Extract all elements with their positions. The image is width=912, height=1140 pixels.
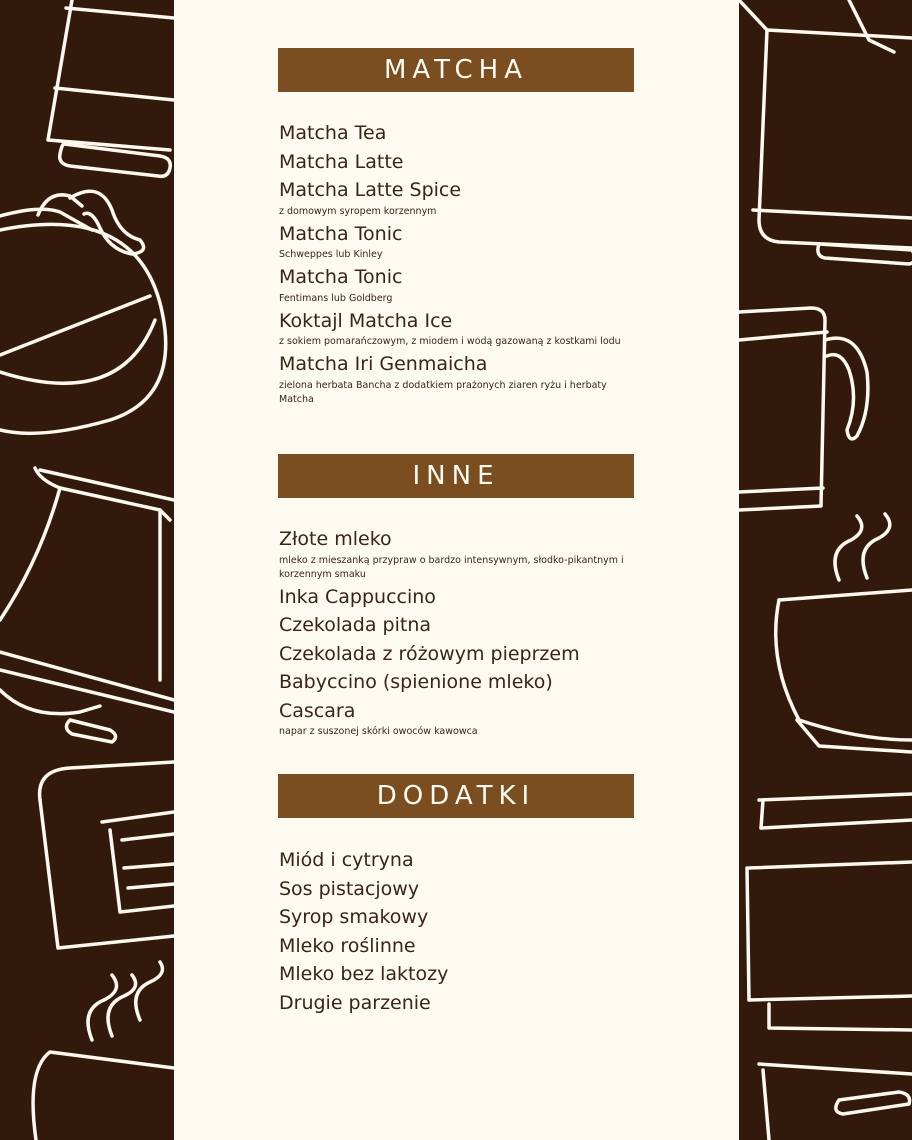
steaming-cup-icon (776, 514, 912, 752)
menu-item-name: Koktajl Matcha Ice (279, 309, 453, 332)
right-decoration-strip (739, 0, 912, 1140)
jar-icon (747, 794, 912, 1030)
menu-item-name: Matcha Tonic (279, 222, 403, 245)
section-header-matcha (278, 48, 634, 92)
menu-item-name: Inka Cappuccino (279, 585, 436, 608)
inne-items (279, 525, 639, 740)
menu-item-name: Mleko bez laktozy (279, 963, 449, 985)
menu-item-name: Sos pistacjowy (279, 877, 420, 900)
kettle-icon (739, 0, 912, 264)
menu-item-name: Babyccino (spienione mleko) (279, 671, 553, 693)
menu-item-name: Czekolada pitna (279, 614, 432, 636)
menu-item-name: Miód i cytryna (279, 849, 414, 871)
left-decoration-strip (0, 0, 174, 1140)
section-title: INNE (412, 461, 500, 491)
menu-item-description: zielona herbata Bancha z dodatkiem prażonych ziaren ryżu i herbaty Matcha (279, 379, 607, 405)
section-title: MATCHA (383, 55, 529, 85)
section-title: DODATKI (376, 781, 536, 811)
menu-item-name: Syrop smakowy (279, 906, 429, 928)
kettle-icon (0, 191, 166, 433)
menu-item-description: napar z suszonej skórki owoców kawowca (279, 726, 478, 737)
steaming-cup-icon (33, 962, 174, 1140)
menu-panel (174, 0, 739, 1140)
menu-item-name: Złote mleko (279, 528, 392, 550)
menu-item-description: z sokiem pomarańczowym, z miodem i wodą gazowaną z kostkami lodu (279, 336, 621, 347)
cezve-icon (0, 468, 174, 742)
section-header-inne (278, 454, 634, 498)
menu-item-description: Schweppes lub Kinley (279, 249, 383, 260)
menu-item-name: Matcha Latte (279, 150, 404, 173)
matcha-items (279, 119, 639, 408)
section-header-dodatki (278, 774, 634, 818)
menu-item-description: Fentimans lub Goldberg (279, 292, 393, 304)
menu-item-name: Mleko roślinne (279, 934, 416, 957)
dodatki-items (279, 846, 639, 1017)
menu-item-name: Matcha Latte Spice (279, 179, 462, 201)
menu-item-name: Czekolada z różowym pieprzem (279, 642, 580, 665)
menu-item-name: Matcha Tea (279, 122, 387, 144)
cup-icon (48, 0, 174, 176)
line-art-pattern (739, 0, 912, 1140)
menu-item-description: mleko z mieszanką przypraw o bardzo intensywnym, słodko-pikantnym i korzennym smaku (279, 554, 624, 580)
menu-item-name: Matcha Iri Genmaicha (279, 353, 488, 375)
menu-item-name: Cascara (279, 699, 356, 722)
menu-item-name: Drugie parzenie (279, 991, 431, 1014)
cezve-icon (759, 1064, 912, 1140)
menu-item-description: z domowym syropem korzennym (279, 205, 437, 217)
mug-icon (739, 308, 868, 510)
coffee-maker-icon (40, 762, 174, 948)
menu-item-name: Matcha Tonic (279, 266, 403, 288)
line-art-pattern (0, 0, 174, 1140)
